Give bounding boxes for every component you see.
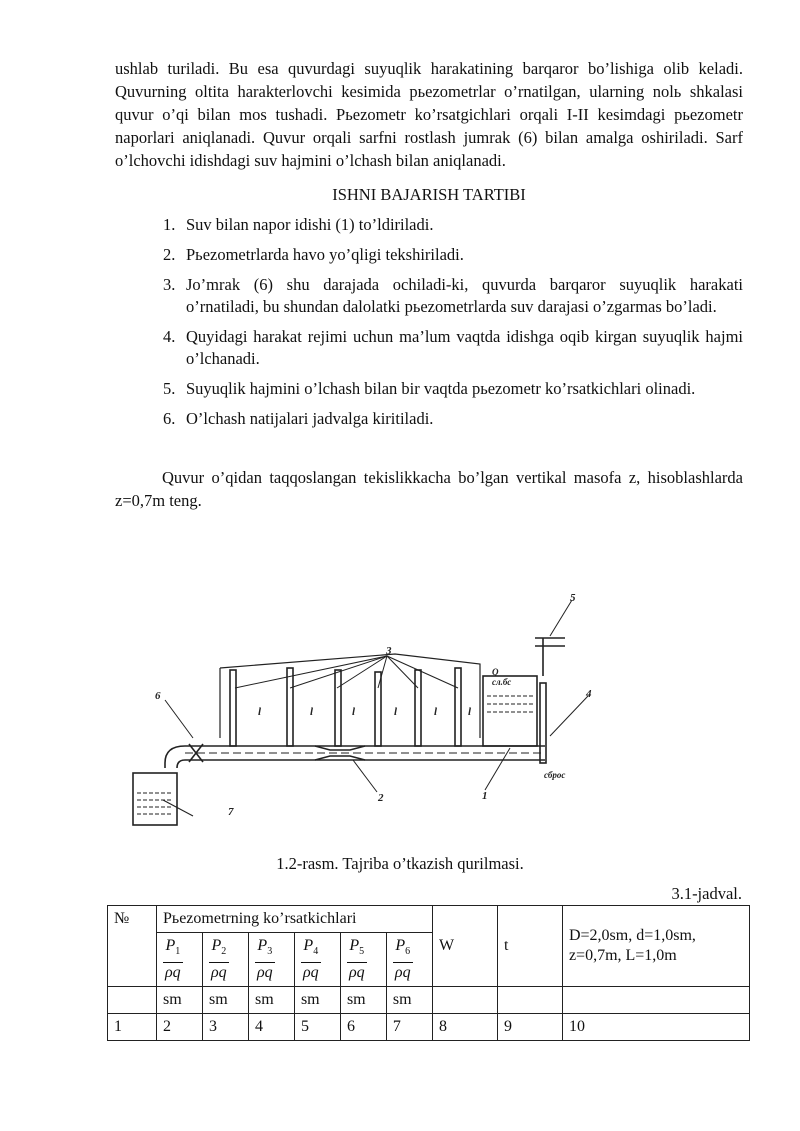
apparatus-figure (125, 588, 625, 838)
steps-list (115, 214, 743, 430)
fraction-cell: $\frac{P_3}{\rho q}$ (248, 933, 294, 987)
table-number: 3.1-jadval. (671, 884, 742, 903)
pipe-label: l (394, 706, 398, 718)
figure-caption: 1.2-rasm. Tajriba o’tkazish qurilmasi. (276, 854, 524, 873)
table-row: 1 2 3 4 5 6 7 8 9 10 (108, 1014, 750, 1041)
intro-paragraph: ushlab turiladi. Bu esa quvurdagi suyuqlik harakatining barqaror bo’lishiga olib keladi. Quvurning oltita harakterlovchi kesimida pьezometrlar o’rnatilgan, ularning nolь shkalasi quvur o’qi bilan mos tushadi. Pьezometr ko’rsatgichlari orqali I-II kesimdagi pьezometr naporlari aniqlanadi. Quvur orqali sarfni rostlash jumrak (6) bilan amalga oshiriladi. Sarf o’lchovchi idishdagi suv hajmini o’lchash bilan aniqlanadi. (115, 59, 743, 170)
pipe-label: l (352, 706, 356, 718)
col-w-header: W (432, 906, 497, 987)
pipe-label: l (468, 706, 472, 718)
figure-label-3: 3 (386, 645, 392, 657)
z-paragraph: Quvur o’qidan taqqoslangan tekislikkacha bo’lgan vertikal masofa z, hisoblashlarda z=0,7m teng. (115, 468, 743, 510)
list-item: 2. Pьezometrlarda havo yo’qligi tekshiriladi. (163, 245, 464, 264)
list-item: 4. Quyidagi harakat rejimi uchun ma’lum vaqtda idishga oqib kirgan suyuqlik hajmi o’lchanadi. (163, 327, 743, 368)
table-row: sm sm sm sm sm sm (108, 987, 750, 1014)
fraction-cell: $\frac{P_2}{\rho q}$ (202, 933, 248, 987)
fraction-cell: $\frac{P_4}{\rho q}$ (294, 933, 340, 987)
group-header: Pьezometrning ko’rsatkichlari (157, 906, 433, 933)
figure-label-2: 2 (378, 792, 384, 804)
results-table (107, 905, 750, 1041)
list-item: 5. Suyuqlik hajmini o’lchash bilan bir vaqtda pьezometr ko’rsatkichlari olinadi. (163, 379, 696, 398)
pipe-label: l (434, 706, 438, 718)
figure-label-1: 1 (482, 790, 488, 802)
page-body (115, 57, 743, 512)
fraction-cell: $\frac{P_1}{\rho q}$ (157, 933, 203, 987)
pipe-label: l (310, 706, 314, 718)
figure-label-5: 5 (570, 592, 576, 604)
col-t-header: t (497, 906, 562, 987)
list-item: 1. Suv bilan napor idishi (1) to’ldiriladi. (163, 215, 434, 234)
figure-note-bottom: сброс (544, 770, 566, 780)
list-item: 3. Jo’mrak (6) shu darajada ochiladi-ki, quvurda barqaror suyuqlik harakati o’rnatiladi, bu shundan dalolatki pьezometrlarda suv darajasi o’zgarmas bo’ladi. (163, 275, 743, 316)
col-no-header: № (108, 906, 157, 987)
fraction-cell: $\frac{P_6}{\rho q}$ (386, 933, 432, 987)
list-item: 6. O’lchash natijalari jadvalga kiritiladi. (163, 409, 434, 428)
params-cell: D=2,0sm, d=1,0sm, z=0,7m, L=1,0m (562, 906, 749, 987)
figure-label-6: 6 (155, 690, 161, 702)
pipe-label: l (258, 706, 262, 718)
figure-label-7: 7 (228, 806, 234, 818)
section-title: ISHNI BAJARISH TARTIBI (332, 185, 526, 204)
fraction-cell: $\frac{P_5}{\rho q}$ (340, 933, 386, 987)
figure-label-4: 4 (586, 688, 592, 700)
figure-note-top: Q сл.бс (492, 667, 512, 687)
